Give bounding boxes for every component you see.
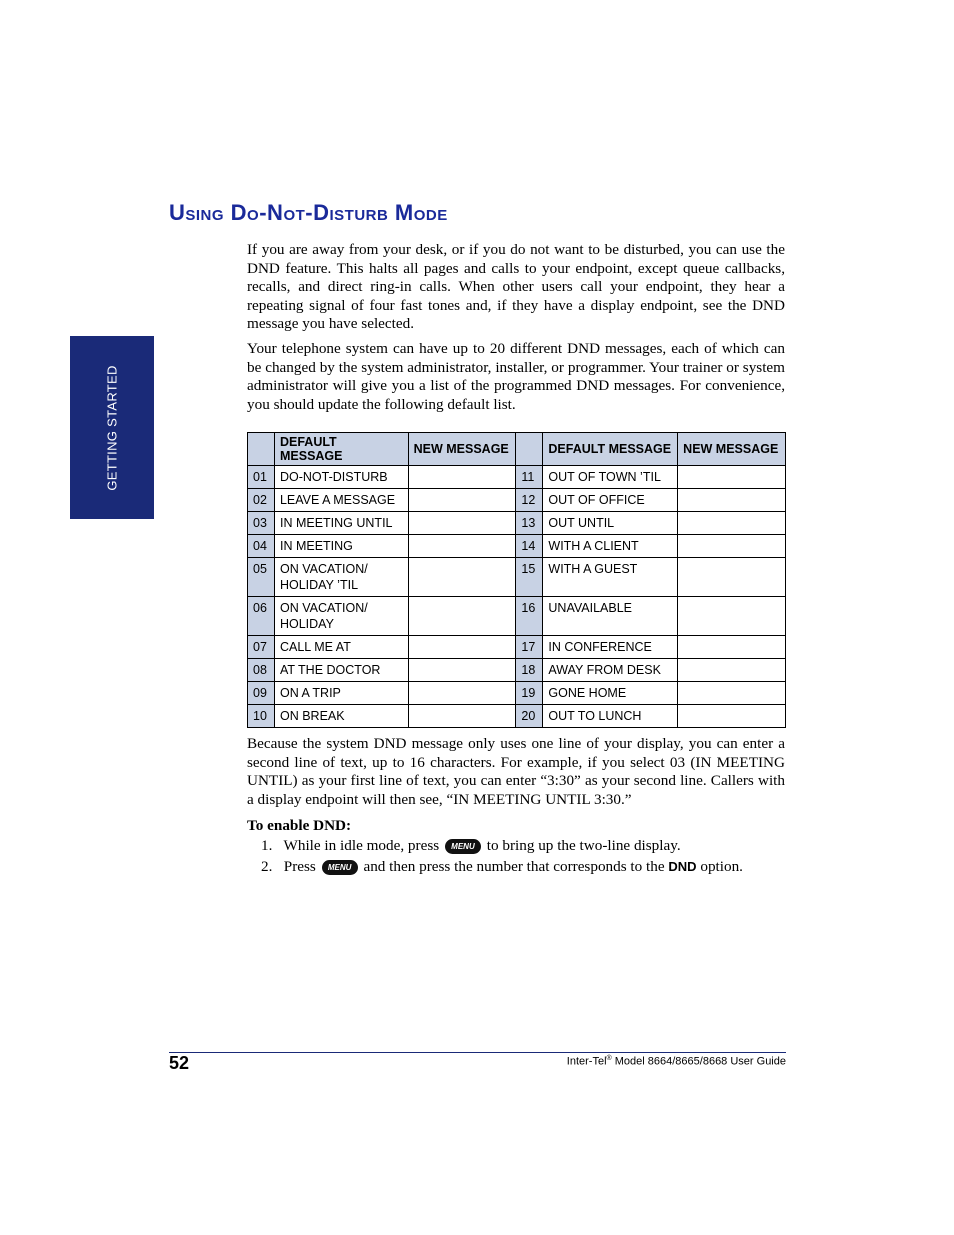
- message-number-cell: 08: [248, 659, 275, 682]
- step-1: [261, 837, 681, 855]
- new-message-cell: [408, 512, 516, 535]
- message-number-cell: 03: [248, 512, 275, 535]
- section-tab: [70, 336, 154, 519]
- default-message-cell: AWAY FROM DESK: [543, 659, 678, 682]
- table-row: [248, 512, 786, 535]
- dnd-messages-table: [247, 432, 786, 728]
- step-text: option.: [700, 858, 743, 875]
- menu-key-icon: MENU: [445, 839, 481, 854]
- message-number-cell: 20: [516, 705, 543, 728]
- default-message-cell: OUT OF OFFICE: [543, 489, 678, 512]
- new-message-cell: [408, 466, 516, 489]
- menu-key-icon: MENU: [322, 860, 358, 875]
- new-message-cell: [678, 682, 786, 705]
- message-number-cell: 19: [516, 682, 543, 705]
- message-number-cell: 16: [516, 597, 543, 636]
- table-row: [248, 489, 786, 512]
- table-row: [248, 597, 786, 636]
- footer-brand: Inter-Tel: [566, 1055, 607, 1068]
- page-title: Using Do-Not-Disturb Mode: [169, 200, 448, 225]
- step-2: [261, 858, 743, 876]
- new-message-cell: [408, 682, 516, 705]
- default-message-cell: ON VACATION/ HOLIDAY ’TIL: [274, 558, 408, 597]
- new-message-cell: [678, 558, 786, 597]
- new-message-cell: [408, 597, 516, 636]
- default-message-cell: OUT OF TOWN ’TIL: [543, 466, 678, 489]
- message-number-cell: 05: [248, 558, 275, 597]
- step-number: 1.: [261, 837, 273, 854]
- section-tab-label: GETTING STARTED: [104, 364, 120, 491]
- table-header-cell: DEFAULT MESSAGE: [543, 433, 678, 466]
- default-message-cell: CALL ME AT: [274, 636, 408, 659]
- dnd-option-label: DND: [668, 859, 697, 874]
- message-number-cell: 06: [248, 597, 275, 636]
- default-message-cell: IN MEETING UNTIL: [274, 512, 408, 535]
- footer-divider: [169, 1052, 786, 1053]
- message-number-cell: 10: [248, 705, 275, 728]
- table-row: [248, 705, 786, 728]
- new-message-cell: [678, 597, 786, 636]
- default-message-cell: ON VACATION/ HOLIDAY: [274, 597, 408, 636]
- default-message-cell: WITH A GUEST: [543, 558, 678, 597]
- new-message-cell: [678, 489, 786, 512]
- default-message-cell: LEAVE A MESSAGE: [274, 489, 408, 512]
- message-number-cell: 01: [248, 466, 275, 489]
- new-message-cell: [408, 636, 516, 659]
- message-number-cell: 11: [516, 466, 543, 489]
- default-message-cell: UNAVAILABLE: [543, 597, 678, 636]
- message-number-cell: 09: [248, 682, 275, 705]
- messages-paragraph: Your telephone system can have up to 20 different DND messages, each of which can be changed by the system administrator, installer, or programmer. Your trainer or system administrator will give you a list of the programmed DND messages. For convenience, you should update the following default list.: [247, 340, 785, 413]
- table-row: [248, 466, 786, 489]
- new-message-cell: [678, 512, 786, 535]
- message-number-cell: 17: [516, 636, 543, 659]
- second-line-paragraph: Because the system DND message only uses one line of your display, you can enter a second line of text, up to 16 characters. For example, if you select 03 (IN MEETING UNTIL) as your first line of text, you can enter “3:30” as your second line. Callers with a display endpoint will then see, “IN MEETING UNTIL 3:30.”: [247, 735, 785, 808]
- footer-guide-title: [567, 1055, 786, 1068]
- new-message-cell: [678, 636, 786, 659]
- default-message-cell: IN CONFERENCE: [543, 636, 678, 659]
- message-number-cell: 02: [248, 489, 275, 512]
- default-message-cell: OUT TO LUNCH: [543, 705, 678, 728]
- step-text: Press: [283, 858, 316, 875]
- new-message-cell: [408, 489, 516, 512]
- table-row: [248, 682, 786, 705]
- table-header-cell: NEW MESSAGE: [408, 433, 516, 466]
- table-row: [248, 558, 786, 597]
- default-message-cell: GONE HOME: [543, 682, 678, 705]
- step-text: While in idle mode, press: [283, 837, 440, 854]
- default-message-cell: WITH A CLIENT: [543, 535, 678, 558]
- table-row: [248, 636, 786, 659]
- default-message-cell: IN MEETING: [274, 535, 408, 558]
- message-number-cell: 07: [248, 636, 275, 659]
- new-message-cell: [408, 558, 516, 597]
- new-message-cell: [408, 659, 516, 682]
- table-header-cell: DEFAULT MESSAGE: [274, 433, 408, 466]
- message-number-cell: 14: [516, 535, 543, 558]
- table-row: [248, 535, 786, 558]
- table-header-row: [248, 433, 786, 466]
- default-message-cell: AT THE DOCTOR: [274, 659, 408, 682]
- step-text: and then press the number that corresponds to the: [363, 858, 665, 875]
- footer-model: Model 8664/8665/8668 User Guide: [611, 1055, 786, 1068]
- table-header-cell: [516, 433, 543, 466]
- default-message-cell: ON BREAK: [274, 705, 408, 728]
- message-number-cell: 04: [248, 535, 275, 558]
- step-number: 2.: [261, 858, 273, 875]
- message-number-cell: 12: [516, 489, 543, 512]
- new-message-cell: [678, 705, 786, 728]
- message-number-cell: 18: [516, 659, 543, 682]
- new-message-cell: [678, 466, 786, 489]
- step-text: to bring up the two-line display.: [486, 837, 681, 854]
- registered-mark: ®: [606, 1055, 612, 1062]
- default-message-cell: ON A TRIP: [274, 682, 408, 705]
- table-row: [248, 659, 786, 682]
- procedure-heading: To enable DND:: [247, 817, 352, 834]
- new-message-cell: [408, 705, 516, 728]
- new-message-cell: [408, 535, 516, 558]
- table-header-cell: [248, 433, 275, 466]
- page-number: 52: [169, 1053, 190, 1073]
- table-header-cell: NEW MESSAGE: [678, 433, 786, 466]
- message-number-cell: 13: [516, 512, 543, 535]
- intro-paragraph: If you are away from your desk, or if you do not want to be disturbed, you can use the DND feature. This halts all pages and calls to your endpoint, except queue callbacks, recalls, and direct ring-in calls. When other users call your endpoint, they hear a repeating signal of four fast tones and, if they have a display endpoint, see the DND message you have selected.: [247, 241, 785, 333]
- default-message-cell: OUT UNTIL: [543, 512, 678, 535]
- new-message-cell: [678, 535, 786, 558]
- message-number-cell: 15: [516, 558, 543, 597]
- default-message-cell: DO-NOT-DISTURB: [274, 466, 408, 489]
- new-message-cell: [678, 659, 786, 682]
